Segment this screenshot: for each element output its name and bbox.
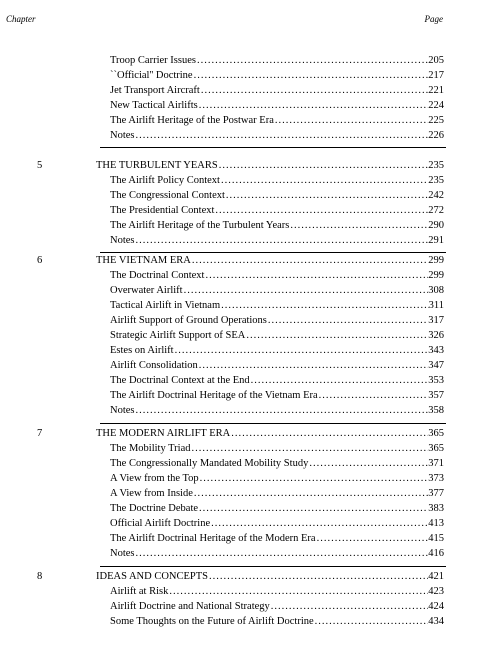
- entry-title: Airlift Consolidation: [110, 360, 198, 371]
- chapter-title: THE VIETNAM ERA: [96, 255, 191, 266]
- leader-dots: [200, 83, 428, 98]
- leader-dots: [218, 158, 429, 173]
- leader-dots: [198, 501, 428, 516]
- entry-page: 373: [428, 473, 444, 484]
- chapter-number: 6: [37, 255, 43, 266]
- toc-entry: [0, 441, 481, 456]
- entry-title: Estes on Airlift: [110, 345, 174, 356]
- entry-title: Strategic Airlift Support of SEA: [110, 330, 246, 341]
- toc-entry: [0, 388, 481, 403]
- entry-title: The Doctrine Debate: [110, 503, 199, 514]
- toc-entry: [0, 298, 481, 313]
- toc-entry: [0, 614, 481, 629]
- entry-page: 217: [428, 70, 444, 81]
- entry-page: 221: [428, 85, 444, 96]
- leader-dots: [230, 426, 428, 441]
- entry-title: ``Official'' Doctrine: [110, 70, 193, 81]
- toc-entry: [0, 173, 481, 188]
- toc-entry: [0, 531, 481, 546]
- toc-entry: [0, 501, 481, 516]
- leader-dots: [174, 343, 429, 358]
- entry-title: Airlift Doctrine and National Strategy: [110, 601, 270, 612]
- entry-page: 377: [428, 488, 444, 499]
- entry-title: The Doctrinal Context: [110, 270, 205, 281]
- section-divider: [100, 147, 446, 148]
- entry-page: 299: [428, 270, 444, 281]
- entry-title: Overwater Airlift: [110, 285, 183, 296]
- entry-page: 226: [428, 130, 444, 141]
- entry-page: 416: [428, 548, 444, 559]
- entry-page: 371: [428, 458, 444, 469]
- toc-entry: [0, 203, 481, 218]
- entry-title: Airlift at Risk: [110, 586, 169, 597]
- chapter-number: 7: [37, 428, 43, 439]
- entry-title: The Airlift Heritage of the Postwar Era: [110, 115, 274, 126]
- toc-entry: [0, 471, 481, 486]
- entry-title: Jet Transport Aircraft: [110, 85, 200, 96]
- entry-title: New Tactical Airlifts: [110, 100, 198, 111]
- entry-title: Official Airlift Doctrine: [110, 518, 211, 529]
- entry-page: 413: [428, 518, 444, 529]
- entry-page: 424: [428, 601, 444, 612]
- entry-page: 205: [428, 55, 444, 66]
- entry-title: The Airlift Heritage of the Turbulent Years: [110, 220, 290, 231]
- entry-page: 225: [428, 115, 444, 126]
- entry-page: 272: [428, 205, 444, 216]
- leader-dots: [204, 268, 428, 283]
- entry-title: The Congressionally Mandated Mobility Study: [110, 458, 309, 469]
- leader-dots: [191, 253, 428, 268]
- entry-page: 235: [428, 175, 444, 186]
- toc-entry: [0, 343, 481, 358]
- leader-dots: [270, 599, 428, 614]
- leader-dots: [168, 584, 428, 599]
- chapter-page: 365: [428, 428, 444, 439]
- entry-title: The Airlift Doctrinal Heritage of the Modern Era: [110, 533, 316, 544]
- entry-title: The Presidential Context: [110, 205, 215, 216]
- toc-entry: [0, 373, 481, 388]
- entry-page: 347: [428, 360, 444, 371]
- toc-entry: [0, 233, 481, 248]
- entry-page: 415: [428, 533, 444, 544]
- leader-dots: [316, 531, 429, 546]
- leader-dots: [308, 456, 428, 471]
- entry-title: Notes: [110, 548, 135, 559]
- leader-dots: [220, 173, 428, 188]
- entry-title: The Doctrinal Context at the End: [110, 375, 250, 386]
- entry-page: 357: [428, 390, 444, 401]
- page-column-label: Page: [424, 14, 443, 24]
- entry-page: 308: [428, 285, 444, 296]
- leader-dots: [318, 388, 429, 403]
- toc-entry: [0, 218, 481, 233]
- toc-chapter: [0, 158, 481, 173]
- toc-entry: [0, 599, 481, 614]
- entry-page: 291: [428, 235, 444, 246]
- entry-title: Airlift Support of Ground Operations: [110, 315, 267, 326]
- toc-entry: [0, 83, 481, 98]
- leader-dots: [196, 53, 428, 68]
- leader-dots: [193, 68, 429, 83]
- leader-dots: [199, 471, 429, 486]
- chapter-title: IDEAS AND CONCEPTS: [96, 571, 209, 582]
- toc-entry: [0, 486, 481, 501]
- entry-title: Tactical Airlift in Vietnam: [110, 300, 221, 311]
- toc-entry: [0, 98, 481, 113]
- toc-entry: [0, 113, 481, 128]
- leader-dots: [314, 614, 429, 629]
- toc-entry: [0, 128, 481, 143]
- leader-dots: [210, 516, 428, 531]
- chapter-page: 421: [428, 571, 444, 582]
- leader-dots: [289, 218, 428, 233]
- toc-chapter: [0, 253, 481, 268]
- leader-dots: [135, 128, 429, 143]
- toc-entry: [0, 268, 481, 283]
- leader-dots: [191, 441, 429, 456]
- leader-dots: [250, 373, 429, 388]
- chapter-title: THE TURBULENT YEARS: [96, 160, 218, 171]
- leader-dots: [198, 358, 428, 373]
- entry-page: 423: [428, 586, 444, 597]
- leader-dots: [214, 203, 428, 218]
- toc-entry: [0, 53, 481, 68]
- section-divider: [100, 423, 446, 424]
- leader-dots: [274, 113, 428, 128]
- toc-entry: [0, 68, 481, 83]
- entry-page: 383: [428, 503, 444, 514]
- chapter-page: 235: [428, 160, 444, 171]
- leader-dots: [198, 98, 429, 113]
- toc-entry: [0, 188, 481, 203]
- entry-page: 224: [428, 100, 444, 111]
- entry-title: The Airlift Doctrinal Heritage of the Vietnam Era: [110, 390, 318, 401]
- toc-chapter: [0, 569, 481, 584]
- toc-entry: [0, 584, 481, 599]
- leader-dots: [135, 403, 429, 418]
- entry-page: 317: [428, 315, 444, 326]
- chapter-column-label: Chapter: [6, 14, 36, 24]
- leader-dots: [183, 283, 429, 298]
- leader-dots: [267, 313, 428, 328]
- entry-page: 290: [428, 220, 444, 231]
- entry-page: 311: [428, 300, 444, 311]
- chapter-title: THE MODERN AIRLIFT ERA: [96, 428, 231, 439]
- entry-title: Notes: [110, 130, 135, 141]
- leader-dots: [245, 328, 428, 343]
- section-divider: [100, 566, 446, 567]
- leader-dots: [135, 233, 429, 248]
- entry-title: A View from Inside: [110, 488, 193, 499]
- toc-entry: [0, 516, 481, 531]
- entry-title: Notes: [110, 235, 135, 246]
- entry-page: 242: [428, 190, 444, 201]
- entry-page: 343: [428, 345, 444, 356]
- entry-title: Some Thoughts on the Future of Airlift Doctrine: [110, 616, 314, 627]
- entry-title: Troop Carrier Issues: [110, 55, 196, 66]
- toc-entry: [0, 313, 481, 328]
- entry-title: The Airlift Policy Context: [110, 175, 220, 186]
- toc-entry: [0, 328, 481, 343]
- leader-dots: [193, 486, 428, 501]
- entry-title: The Congressional Context: [110, 190, 225, 201]
- entry-title: A View from the Top: [110, 473, 199, 484]
- leader-dots: [225, 188, 428, 203]
- entry-page: 353: [428, 375, 444, 386]
- entry-page: 358: [428, 405, 444, 416]
- toc-entry: [0, 456, 481, 471]
- entry-title: Notes: [110, 405, 135, 416]
- leader-dots: [135, 546, 429, 561]
- toc-entry: [0, 358, 481, 373]
- chapter-number: 8: [37, 571, 43, 582]
- entry-title: The Mobility Triad: [110, 443, 191, 454]
- entry-page: 434: [428, 616, 444, 627]
- leader-dots: [208, 569, 428, 584]
- entry-page: 365: [428, 443, 444, 454]
- chapter-number: 5: [37, 160, 43, 171]
- toc-chapter: [0, 426, 481, 441]
- toc-entry: [0, 403, 481, 418]
- entry-page: 326: [428, 330, 444, 341]
- toc-entry: [0, 283, 481, 298]
- leader-dots: [220, 298, 429, 313]
- toc-entry: [0, 546, 481, 561]
- chapter-page: 299: [428, 255, 444, 266]
